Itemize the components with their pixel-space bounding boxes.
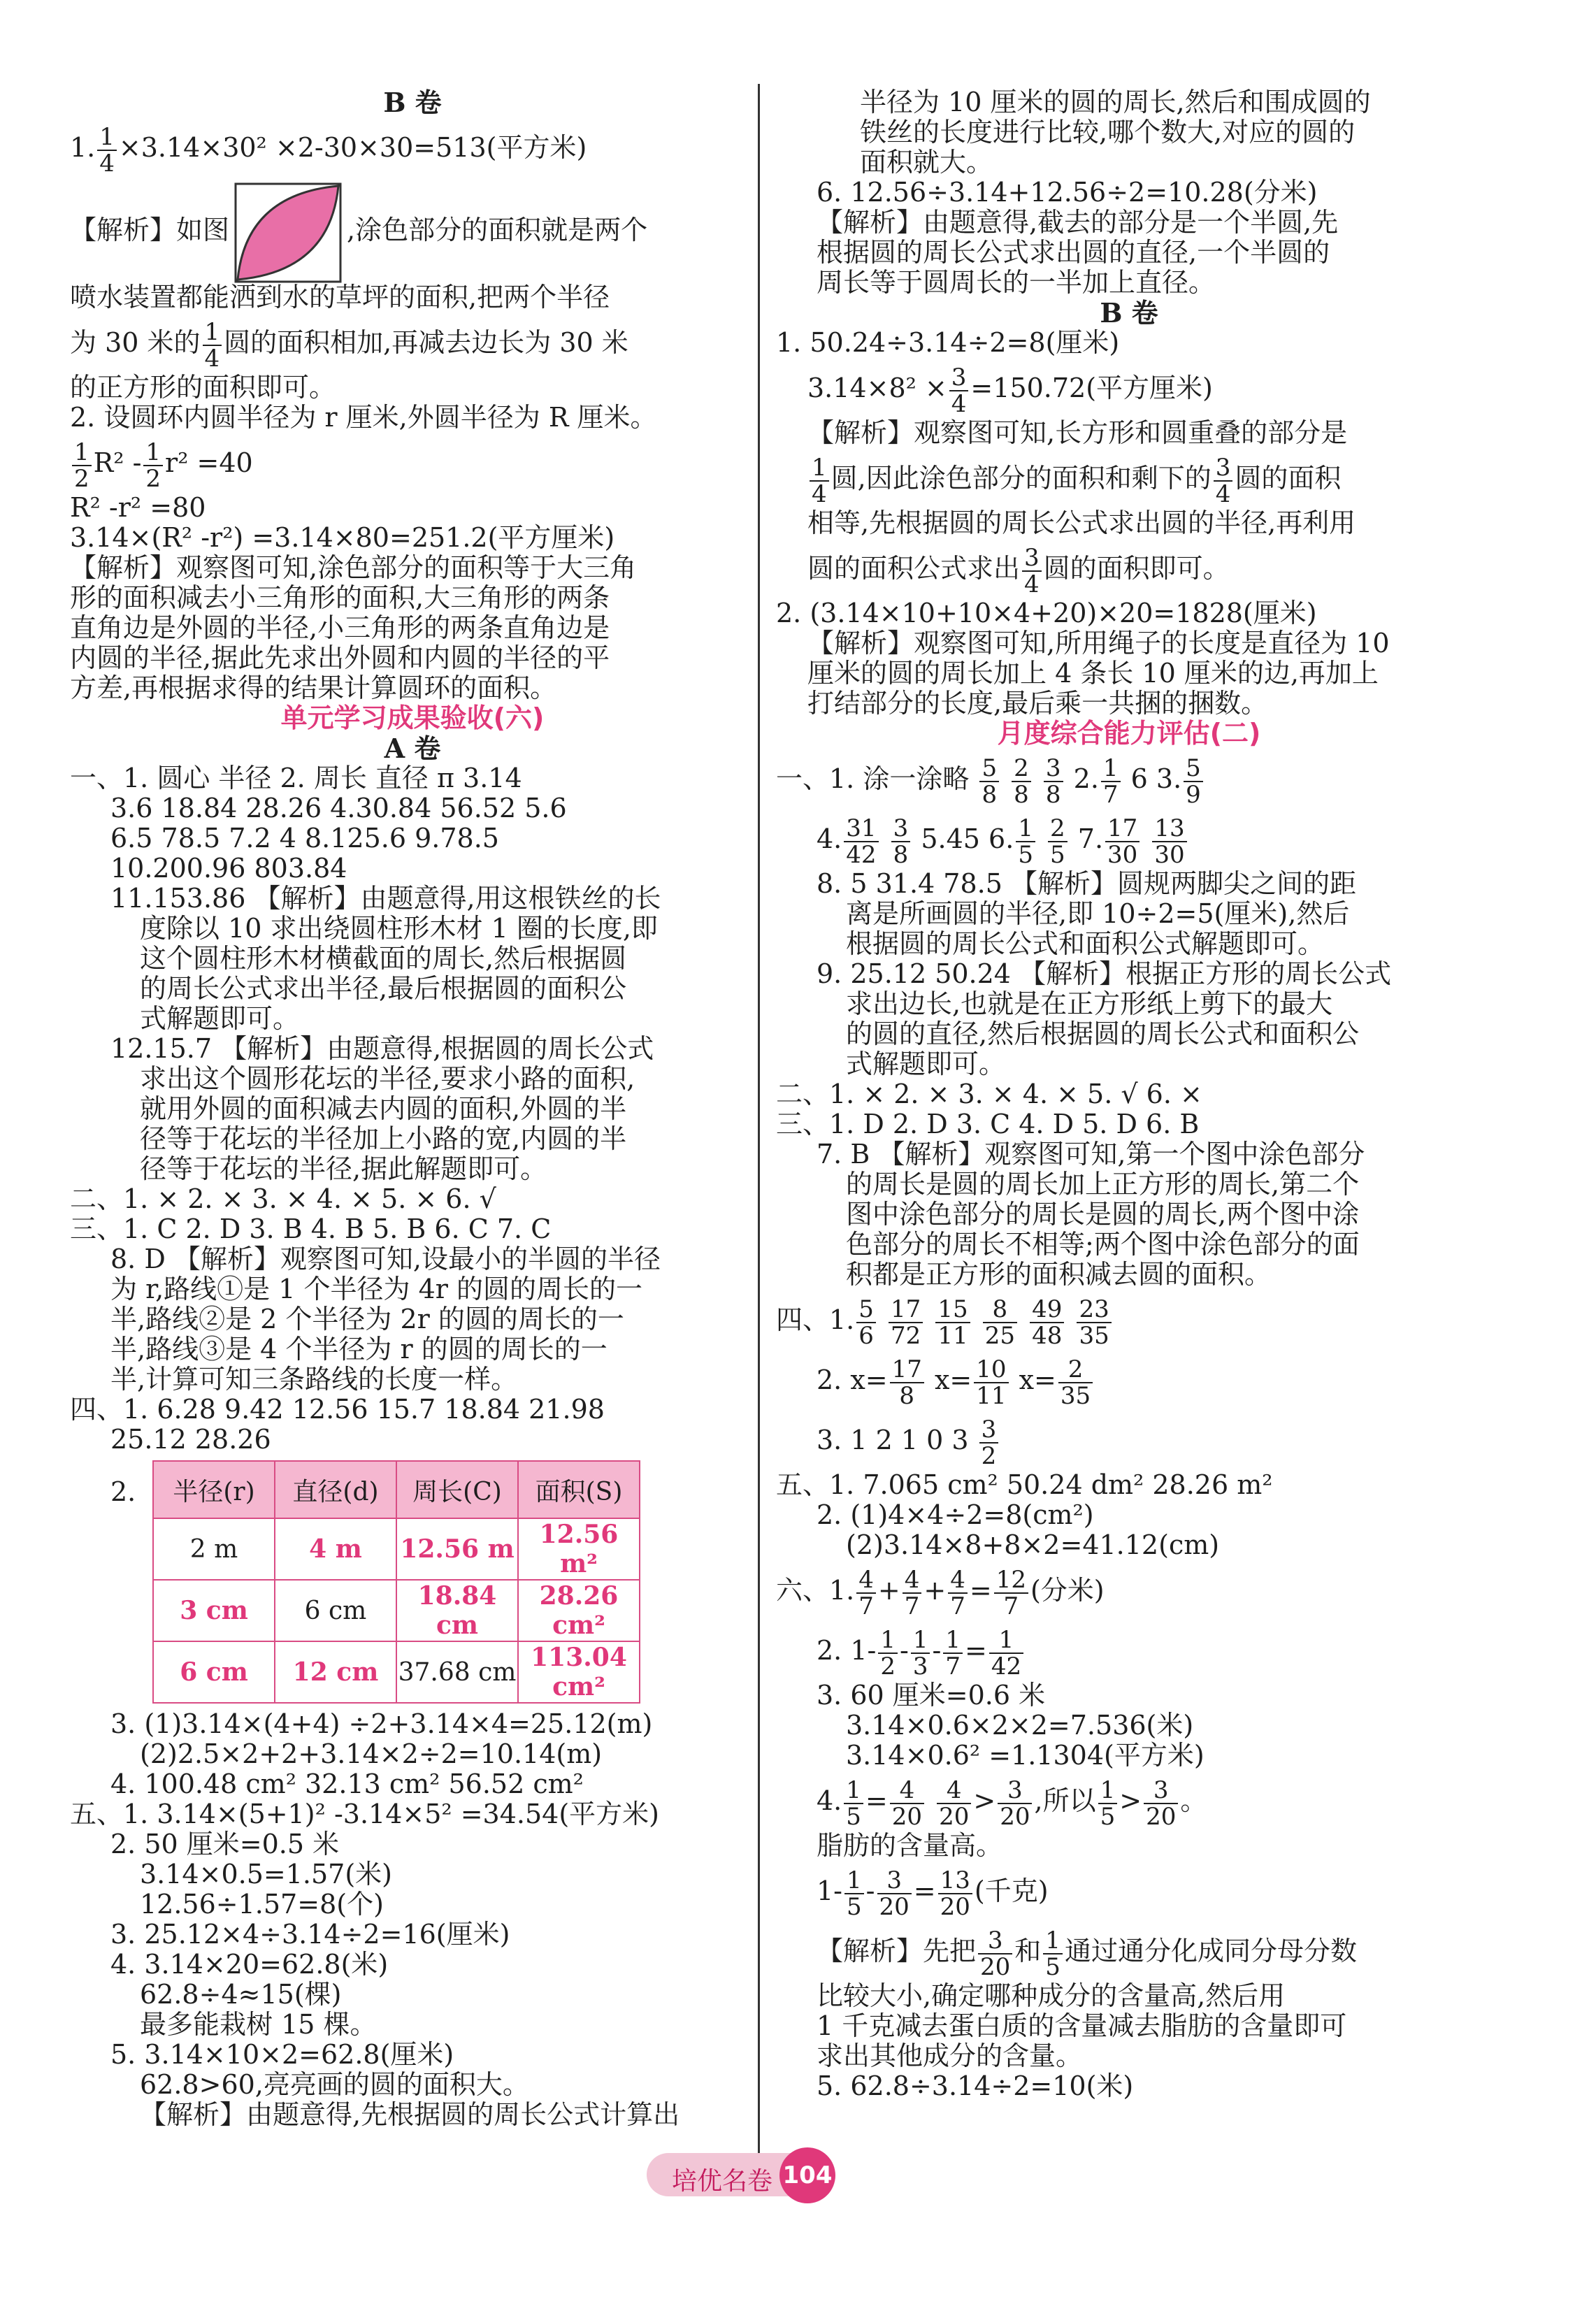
answer-line: 1- $\frac{1}{5}$ - $\frac{3}{20}$ = $\frac{13}{20}$ (千克)	[817, 1866, 1049, 1921]
text-line: 的周长公式求出半径,最后根据圆的面积公	[140, 973, 627, 1004]
fraction: $\frac{17}{72}$	[889, 1297, 923, 1348]
answer-line: 3.14×8² × $\frac{3}{4}$ =150.72(平方厘米)	[807, 363, 1213, 418]
answer-line: 脂肪的含量高。	[817, 1830, 1003, 1861]
answer-line: 12.56÷1.57=8(个)	[140, 1889, 384, 1920]
table-row	[153, 1580, 640, 1641]
fraction: $\frac{3}{20}$	[877, 1868, 912, 1920]
answer-line: 12.15.7 【解析】由题意得,根据圆的周长公式	[110, 1033, 654, 1064]
answer-line: 2. (1)4×4÷2=8(cm²)	[817, 1499, 1094, 1530]
answer-line: 四、1. 6.28 9.42 12.56 15.7 18.84 21.98	[70, 1394, 605, 1425]
answer-line: 四、1. $\frac{5}{6}$ $\frac{17}{72}$ $\frac{15}{11}$ $\frac{8}{25}$ $\frac{49}{48}$ $\frac{23}{35}$	[776, 1290, 1482, 1350]
analysis-line: 【解析】观察图可知,所用绳子的长度是直径为 10	[807, 628, 1390, 658]
answer-line: 三、1. D 2. D 3. C 4. D 5. D 6. B	[776, 1109, 1200, 1139]
answer-line: 六、1. $\frac{4}{7}$ + $\frac{4}{7}$ + $\frac{4}{7}$ = $\frac{12}{7}$ (分米)	[776, 1565, 1105, 1620]
fraction: $\frac{49}{48}$	[1030, 1297, 1064, 1348]
answer-line: 4. $\frac{31}{42}$ $\frac{3}{8}$ 5.45 6. $\frac{1}{5}$ $\frac{2}{5}$ 7. $\frac{17}{30}$ $\frac{13}{30}$	[776, 809, 1482, 869]
answer-line: 5. 3.14×10×2=62.8(厘米)	[110, 2039, 454, 2070]
table-cell: 2 m	[153, 1518, 275, 1580]
page-number: 104	[779, 2147, 835, 2203]
answer-line: 3. 25.12×4÷3.14÷2=16(厘米)	[110, 1919, 510, 1950]
answer-line: 3.14×0.6² =1.1304(平方米)	[846, 1740, 1205, 1771]
fraction: $\frac{3}{8}$	[891, 816, 911, 867]
text-line: 根据圆的周长公式和面积公式解题即可。	[846, 928, 1325, 959]
fraction: $\frac{3}{4}$	[1214, 455, 1233, 507]
answer-line: 1. 50.24÷3.14÷2=8(厘米)	[776, 327, 1120, 358]
fraction: $\frac{1}{3}$	[911, 1627, 930, 1679]
table-cell-answer: 4 m	[275, 1518, 396, 1580]
fraction: $\frac{10}{11}$	[974, 1357, 1008, 1409]
fraction: $\frac{17}{30}$	[1105, 816, 1140, 867]
fraction: $\frac{1}{5}$	[1043, 1928, 1063, 1980]
fraction: $\frac{13}{30}$	[1152, 816, 1186, 867]
text-line: 2. 设圆环内圆半径为 r 厘米,外圆半径为 R 厘米。	[70, 402, 657, 433]
text-line: 为 30 米的 $\frac{1}{4}$ 圆的面积相加,再减去边长为 30 米	[70, 317, 628, 373]
answer-line: 6.5 78.5 7.2 4 8.125.6 9.78.5	[110, 823, 499, 854]
fraction: $\frac{4}{7}$	[856, 1567, 876, 1619]
fraction: $\frac{1}{5}$	[844, 1868, 864, 1920]
text-line: 式解题即可。	[846, 1049, 1006, 1079]
fraction: $\frac{1}{2}$	[72, 440, 92, 491]
table-cell-answer: 18.84 cm	[396, 1580, 518, 1641]
fraction: $\frac{5}{9}$	[1184, 756, 1203, 807]
answer-line: 3.14×0.6×2×2=7.536(米)	[846, 1710, 1194, 1741]
answer-line: 三、1. C 2. D 3. B 4. B 5. B 6. C 7. C	[70, 1214, 552, 1244]
table-header: 直径(d)	[275, 1461, 396, 1518]
answer-line: 11.153.86 【解析】由题意得,用这根铁丝的长	[110, 883, 661, 914]
answer-line: 3. 1 2 1 0 3 $\frac{3}{2}$	[776, 1410, 1482, 1470]
table-header: 面积(S)	[518, 1461, 640, 1518]
text-line: 半,路线②是 2 个半径为 2r 的圆的周长的一	[110, 1304, 624, 1334]
answer-line: 8. 5 31.4 78.5 【解析】圆规两脚尖之间的距	[817, 868, 1356, 899]
text-line: 这个圆柱形木材横截面的周长,然后根据圆	[140, 943, 627, 974]
fraction: $\frac{1}{2}$	[878, 1627, 898, 1679]
text-line: 积都是正方形的面积减去圆的面积。	[846, 1259, 1272, 1290]
answer-line: 最多能栽树 15 棵。	[140, 2009, 377, 2040]
text-line: 1 千克减去蛋白质的含量减去脂肪的含量即可	[817, 2010, 1347, 2041]
text-line: 直角边是外圆的半径,小三角形的两条直角边是	[70, 612, 610, 643]
answer-line: 8. D 【解析】观察图可知,设最小的半圆的半径	[110, 1244, 661, 1274]
text-line: 内圆的半径,据此先求出外圆和内圆的半径的平	[70, 642, 610, 673]
text-line: 为 r,路线①是 1 个半径为 4r 的圆的周长的一	[110, 1274, 642, 1304]
text-line: 径等于花坛的半径,据此解题即可。	[140, 1153, 547, 1184]
fraction: $\frac{12}{7}$	[994, 1567, 1028, 1619]
fraction: $\frac{1}{2}$	[143, 440, 163, 491]
equation-line: R² -r² =80	[70, 492, 206, 523]
answer-line: (2)3.14×8+8×2=41.12(cm)	[846, 1529, 1220, 1560]
table-cell: 37.68 cm	[396, 1641, 518, 1703]
fraction: $\frac{2}{35}$	[1058, 1357, 1093, 1409]
equation-line: 3.14×(R² -r²) =3.14×80=251.2(平方厘米)	[70, 522, 615, 553]
analysis-line: 【解析】由题意得,先根据圆的周长公式计算出	[140, 2099, 680, 2130]
answer-line: 五、1. 3.14×(5+1)² -3.14×5² =34.54(平方米)	[70, 1799, 659, 1829]
table-row	[153, 1518, 640, 1580]
fraction: $\frac{13}{20}$	[938, 1868, 972, 1920]
fraction: $\frac{4}{20}$	[890, 1778, 924, 1829]
fraction: $\frac{17}{8}$	[890, 1357, 924, 1409]
section-heading-b: B 卷	[383, 87, 442, 118]
text-line: 方差,再根据求得的结果计算圆环的面积。	[70, 672, 557, 703]
text-line: 圆的面积公式求出 $\frac{3}{4}$ 圆的面积即可。	[807, 543, 1230, 598]
text-line: 铁丝的长度进行比较,哪个数大,对应的圆的	[860, 117, 1356, 147]
text-line: 半径为 10 厘米的圆的周长,然后和围成圆的	[860, 87, 1371, 117]
table-cell-answer: 3 cm	[153, 1580, 275, 1641]
answer-line: 9. 25.12 50.24 【解析】根据正方形的周长公式	[817, 958, 1392, 989]
footer-brand: 培优名卷	[672, 2167, 773, 2196]
answer-line: 二、1. × 2. × 3. × 4. × 5. √ 6. ×	[776, 1079, 1202, 1109]
fraction: $\frac{1}{7}$	[943, 1627, 963, 1679]
table-cell-answer: 28.26 cm²	[518, 1580, 640, 1641]
answer-line: 3. 60 厘米=0.6 米	[817, 1680, 1046, 1711]
fraction: $\frac{1}{5}$	[844, 1778, 863, 1829]
answer-line: 5. 62.8÷3.14÷2=10(米)	[817, 2071, 1134, 2101]
fraction: $\frac{1}{4}$	[810, 455, 829, 507]
fraction: $\frac{23}{35}$	[1077, 1297, 1111, 1348]
text-line: 度除以 10 求出绕圆柱形木材 1 圈的长度,即	[140, 913, 658, 944]
equation-line: $\frac{1}{2}$ R² - $\frac{1}{2}$ r² =40	[70, 433, 755, 493]
fraction: $\frac{4}{7}$	[948, 1567, 968, 1619]
answer-line: 2. 50 厘米=0.5 米	[110, 1829, 340, 1859]
answer-line: 4. 100.48 cm² 32.13 cm² 56.52 cm²	[110, 1769, 584, 1799]
table-label: 2.	[110, 1476, 136, 1507]
answer-line: 2. (3.14×10+10×4+20)×20=1828(厘米)	[776, 598, 1317, 628]
text-line: 图中涂色部分的周长是圆的周长,两个图中涂	[846, 1199, 1360, 1230]
fraction: $\frac{3}{2}$	[979, 1417, 999, 1469]
column-divider	[758, 84, 760, 2167]
text-line: 径等于花坛的半径加上小路的宽,内圆的半	[140, 1123, 627, 1154]
answer-line: (2)2.5×2+2+3.14×2÷2=10.14(m)	[140, 1738, 603, 1769]
text-line: 喷水装置都能洒到水的草坪的面积,把两个半径	[70, 282, 610, 312]
fraction: $\frac{5}{8}$	[979, 756, 999, 807]
text-line: 的正方形的面积即可。	[70, 372, 336, 403]
answer-line: 1. $\frac{1}{4}$ ×3.14×30² ×2-30×30=513(平方米)	[70, 122, 587, 178]
table-header: 周长(C)	[396, 1461, 518, 1518]
fraction: $\frac{1}{5}$	[1016, 816, 1035, 867]
fraction: $\frac{3}{4}$	[949, 365, 969, 417]
answer-line: 3.14×0.5=1.57(米)	[140, 1859, 392, 1889]
analysis-line: 【解析】如图 ,涂色部分的面积就是两个	[70, 178, 755, 282]
fraction: $\frac{3}{20}$	[998, 1778, 1032, 1829]
table-row	[153, 1641, 640, 1703]
table-cell-answer: 12 cm	[275, 1641, 396, 1703]
monthly-title: 月度综合能力评估(二)	[997, 718, 1261, 749]
fraction: $\frac{4}{20}$	[937, 1778, 971, 1829]
fraction: $\frac{1}{42}$	[989, 1627, 1023, 1679]
table-header: 半径(r)	[153, 1461, 275, 1518]
left-column	[70, 87, 755, 2130]
text-line: 比较大小,确定哪种成分的含量高,然后用	[817, 1980, 1286, 2011]
answer-line: 10.200.96 803.84	[110, 853, 347, 884]
table-cell: 6 cm	[275, 1580, 396, 1641]
table-cell-answer: 113.04 cm²	[518, 1641, 640, 1703]
circle-table-block	[70, 1460, 755, 1704]
text-line: 离是所画圆的半径,即 10÷2=5(厘米),然后	[846, 898, 1350, 929]
answer-line: 3.6 18.84 28.26 4.30.84 56.52 5.6	[110, 793, 567, 823]
text-line: 的周长是圆的周长加上正方形的周长,第二个	[846, 1169, 1360, 1200]
fraction: $\frac{3}{20}$	[978, 1928, 1012, 1980]
fraction: $\frac{5}{6}$	[856, 1297, 876, 1348]
table-cell-answer: 12.56 m	[396, 1518, 518, 1580]
text-line: 半,路线③是 4 个半径为 r 的圆的周长的一	[110, 1334, 608, 1365]
section-heading-a: A 卷	[384, 733, 441, 764]
text-line: 打结部分的长度,最后乘一共捆的捆数。	[807, 688, 1268, 719]
analysis-line: 【解析】观察图可知,长方形和圆重叠的部分是	[807, 417, 1348, 448]
table-cell-answer: 6 cm	[153, 1641, 275, 1703]
answer-line: 二、1. × 2. × 3. × 4. × 5. × 6. √	[70, 1183, 496, 1214]
text-line: 半,计算可知三条路线的长度一样。	[110, 1364, 518, 1395]
fraction: $\frac{1}{4}$	[203, 319, 222, 371]
fraction: $\frac{3}{8}$	[1044, 756, 1063, 807]
answer-line: 2. 1- $\frac{1}{2}$ - $\frac{1}{3}$ - $\frac{1}{7}$ = $\frac{1}{42}$	[776, 1620, 1482, 1680]
text-line: $\frac{1}{4}$ 圆,因此涂色部分的面积和剩下的 $\frac{3}{4}$ 圆的面积	[776, 448, 1482, 508]
fraction: $\frac{31}{42}$	[844, 816, 878, 867]
analysis-line: 【解析】由题意得,截去的部分是一个半圆,先	[817, 207, 1339, 238]
fraction: $\frac{2}{8}$	[1012, 756, 1031, 807]
text-line: 求出其他成分的含量。	[817, 2040, 1083, 2071]
text-line: 面积就大。	[860, 147, 993, 178]
answer-line: 25.12 28.26	[110, 1424, 271, 1455]
answer-line: 一、1. 圆心 半径 2. 周长 直径 π 3.14	[70, 763, 522, 793]
fraction: $\frac{3}{4}$	[1022, 545, 1042, 597]
answer-line: 4. 3.14×20=62.8(米)	[110, 1949, 389, 1980]
text-line: 形的面积减去小三角形的面积,大三角形的两条	[70, 582, 610, 613]
answer-line: 一、1. 涂一涂略 $\frac{5}{8}$ $\frac{2}{8}$ $\frac{3}{8}$ 2. $\frac{1}{7}$ 6 3. $\frac{5}{9}$	[776, 749, 1482, 809]
text-line: 式解题即可。	[140, 1003, 300, 1034]
answer-line: 4. $\frac{1}{5}$ = $\frac{4}{20}$ $\frac{4}{20}$ > $\frac{3}{20}$ ,所以 $\frac{1}{5}$ > $\frac{3}{20}$ 。	[817, 1776, 1207, 1831]
answer-line: 3. (1)3.14×(4+4) ÷2+3.14×4=25.12(m)	[110, 1708, 653, 1739]
fraction: $\frac{2}{5}$	[1048, 816, 1067, 867]
text-line: 就用外圆的面积减去内圆的面积,外圆的半	[140, 1093, 627, 1124]
answer-line: 6. 12.56÷3.14+12.56÷2=10.28(分米)	[817, 177, 1318, 208]
fraction: $\frac{3}{20}$	[1144, 1778, 1178, 1829]
fraction: $\frac{15}{11}$	[935, 1297, 970, 1348]
fraction: $\frac{8}{25}$	[983, 1297, 1017, 1348]
page-footer	[647, 2147, 870, 2203]
text-line: 厘米的圆的周长加上 4 条长 10 厘米的边,再加上	[807, 658, 1379, 689]
table-cell-answer: 12.56 m²	[518, 1518, 640, 1580]
fraction: $\frac{1}{4}$	[97, 124, 117, 176]
fraction: $\frac{1}{5}$	[1098, 1778, 1118, 1829]
analysis-line: 【解析】先把 $\frac{3}{20}$ 和 $\frac{1}{5}$ 通过通分化成同分母分数	[817, 1926, 1357, 1981]
text-line: 求出这个圆形花坛的半径,要求小路的面积,	[140, 1063, 635, 1094]
circle-table	[152, 1460, 640, 1704]
fraction: $\frac{1}{7}$	[1101, 756, 1121, 807]
analysis-line: 【解析】观察图可知,涂色部分的面积等于大三角	[70, 552, 637, 583]
text-line: 的圆的直径,然后根据圆的周长公式和面积公	[846, 1018, 1360, 1049]
unit-title: 单元学习成果验收(六)	[280, 703, 545, 733]
table-header-row	[153, 1461, 640, 1518]
answer-line: 7. B 【解析】观察图可知,第一个图中涂色部分	[817, 1139, 1365, 1169]
text-line: 根据圆的周长公式求出圆的直径,一个半圆的	[817, 237, 1330, 268]
text-line: 求出边长,也就是在正方形纸上剪下的最大	[846, 988, 1333, 1019]
text-line: 周长等于圆周长的一半加上直径。	[817, 267, 1216, 298]
right-column	[776, 87, 1482, 2101]
lens-diagram	[232, 180, 344, 285]
fraction: $\frac{4}{7}$	[903, 1567, 922, 1619]
text-line: 色部分的周长不相等;两个图中涂色部分的面	[846, 1229, 1360, 1260]
text-line: 相等,先根据圆的周长公式求出圆的半径,再利用	[807, 507, 1356, 538]
answer-line: 五、1. 7.065 cm² 50.24 dm² 28.26 m²	[776, 1469, 1273, 1500]
section-heading-b: B 卷	[1100, 297, 1158, 329]
answer-line: 2. x= $\frac{17}{8}$ x= $\frac{10}{11}$ x= $\frac{2}{35}$	[776, 1350, 1482, 1410]
answer-line: 62.8÷4≈15(棵)	[140, 1979, 342, 2010]
answer-line: 62.8>60,亮亮画的圆的面积大。	[140, 2069, 529, 2100]
